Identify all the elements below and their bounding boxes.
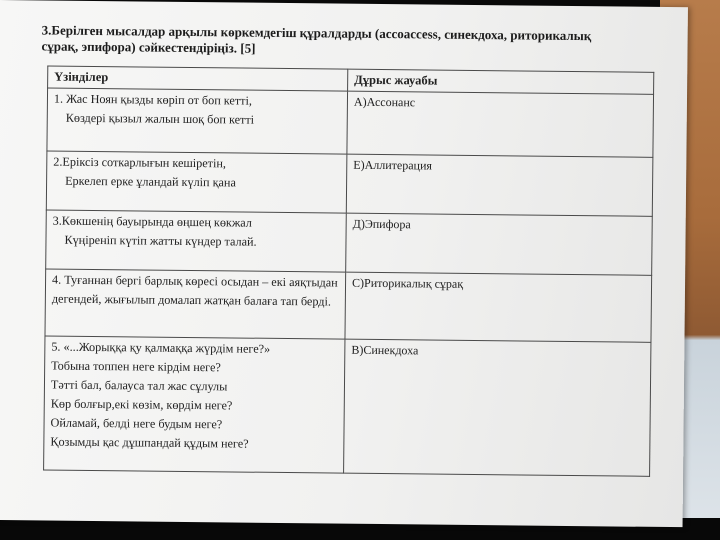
excerpt-line: Көр болғыр,екі көзім, көрдім неге? <box>50 396 233 413</box>
table-row <box>45 269 652 342</box>
task-title <box>41 22 666 61</box>
task-title-line-2: сұрақ, эпифора) сәйкестендіріңіз. [5] <box>41 38 256 56</box>
task-title-line-1: 3.Берілген мысалдар арқылы көркемдегіш құралдарды (ассоaccess, синекдоха, риторикалық <box>41 22 592 44</box>
excerpt-line: Еркелеп ерке ұландай күліп қана <box>65 173 236 190</box>
excerpt-line: 1. Жас Ноян қызды көріп от боп кетті, <box>53 91 253 108</box>
excerpt-cell-1 <box>47 88 348 154</box>
excerpt-cell-3 <box>46 210 347 272</box>
table-row <box>47 88 654 157</box>
excerpt-line: Күңіреніп күтіп жатты күндер талай. <box>64 232 257 249</box>
answer-cell-5: В)Синекдоха <box>344 339 651 476</box>
excerpt-line: 3.Көкшенің бауырында өңшең көкжал <box>52 213 252 230</box>
excerpt-paragraph: 4. Туғаннан бергі барлық көресі осыдан – екі аяқтыдан дегендей, жығылып домалап жатқан балаға тап берді. <box>51 272 338 309</box>
table-row <box>44 336 651 476</box>
excerpt-line: Тәтті бал, балауса тал жас сұлулы <box>50 377 228 394</box>
excerpt-cell-5 <box>44 336 345 473</box>
table-row <box>46 210 653 275</box>
answer-cell-3: Д)Эпифора <box>346 213 653 275</box>
excerpt-line: Тобына топпен неге кірдім неге? <box>51 358 221 375</box>
answer-cell-1: А)Ассонанс <box>347 91 654 157</box>
matching-table <box>43 65 654 476</box>
excerpt-line: 2.Еріксіз соткарлығын кешіретін, <box>53 154 227 171</box>
excerpt-line: Қозымды қас дұшпандай құдым неге? <box>50 434 249 451</box>
excerpt-line: Ойламай, белді неге будым неге? <box>50 415 223 432</box>
table-row <box>46 151 653 216</box>
answer-cell-4: С)Риторикалық сұрақ <box>345 272 652 342</box>
header-correct-answer: Дұрыс жауабы <box>348 69 654 94</box>
answer-cell-2: Е)Аллитерация <box>346 154 653 216</box>
excerpt-line: 5. «...Жорыққа қу қалмаққа жүрдім неге?» <box>51 339 271 356</box>
excerpt-line: Көздері қызыл жалын шоқ боп кетті <box>65 110 255 127</box>
excerpt-cell-2 <box>46 151 347 213</box>
header-excerpts: Үзінділер <box>48 66 348 91</box>
excerpt-cell-4 <box>45 269 346 339</box>
